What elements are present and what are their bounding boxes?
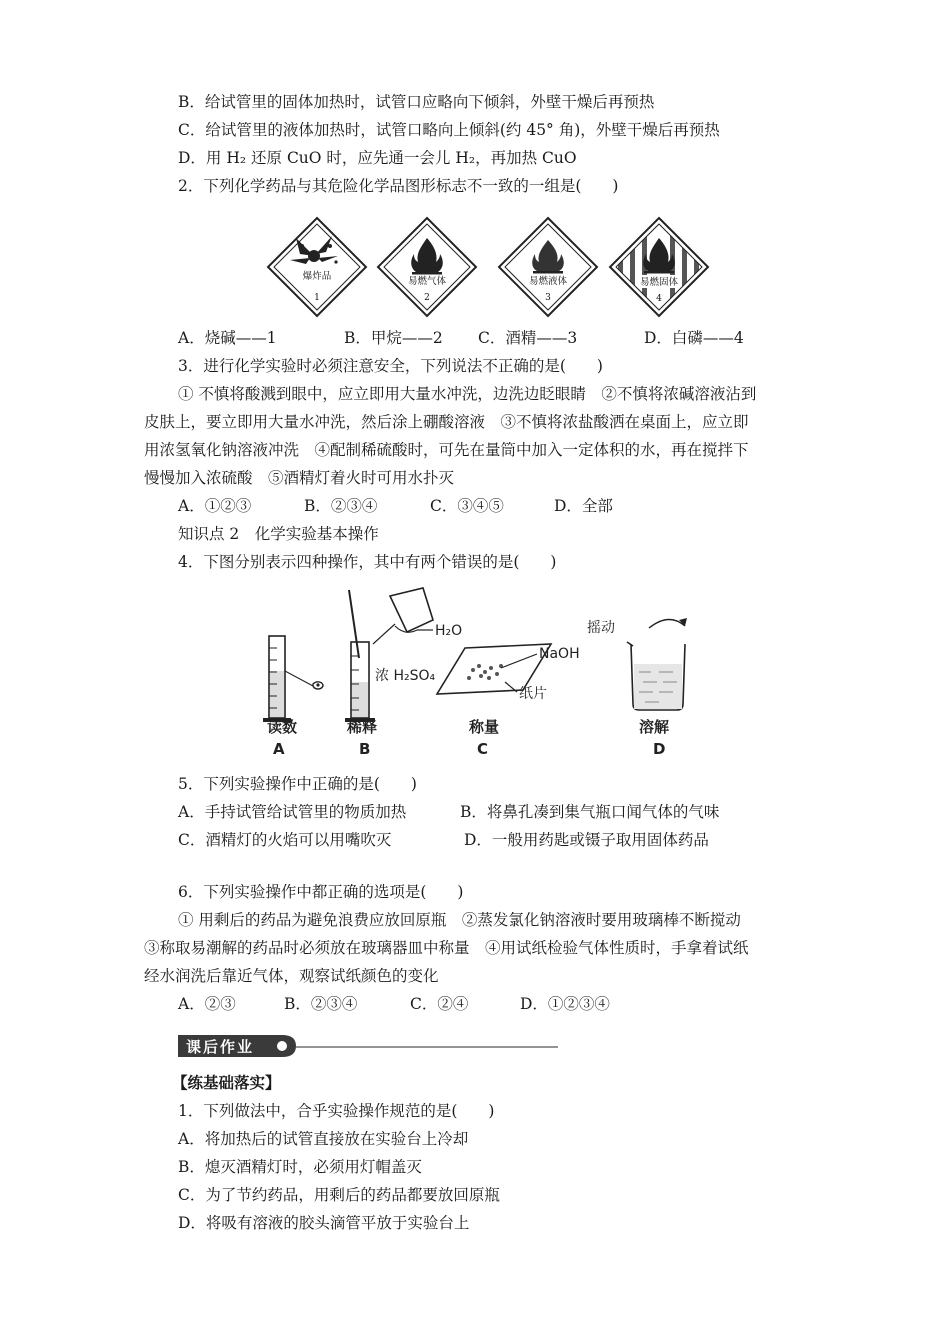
sign-4-number: 4 [656,294,662,304]
hazard-sign-explosive [266,216,368,318]
label-h2o: H₂O [435,623,463,639]
q2-stem: 2．下列化学药品与其危险化学品图形标志不一致的一组是( ) [178,177,619,195]
q1-option-d: D．用 H₂ 还原 CuO 时，应先通一会儿 H₂，再加热 CuO [178,149,577,167]
q6-option-d: D．①②③④ [520,995,610,1013]
q6-line-1: ① 用剩后的药品为避免浪费应放回原瓶 ②蒸发氯化钠溶液时要用玻璃棒不断搅动 [178,911,741,929]
q6-line-3: 经水润洗后靠近气体，观察试纸颜色的变化 [144,967,439,985]
panel-b-name: 稀释 [347,718,378,736]
knowledge-point-2: 知识点 2 化学实验基本操作 [178,525,379,543]
hw-q1-option-a: A．将加热后的试管直接放在实验台上冷却 [178,1130,469,1148]
q2-option-d: D．白磷——4 [644,329,744,347]
panel-a-name: 读数 [267,718,298,736]
hw-q1-option-b: B．熄灭酒精灯时，必须用灯帽盖灭 [178,1158,422,1176]
q5-option-c: C．酒精灯的火焰可以用嘴吹灭 [178,831,392,849]
q3-stem: 3．进行化学实验时必须注意安全，下列说法不正确的是( ) [178,357,603,375]
panel-d-name: 溶解 [639,718,670,736]
q3-line-3: 用浓氢氧化钠溶液冲洗 ④配制稀硫酸时，可先在量筒中加入一定体积的水，再在搅拌下 [144,441,749,459]
sign-3-number: 3 [545,293,551,303]
q2-options [178,328,778,348]
q1-option-b: B．给试管里的固体加热时，试管口应略向下倾斜，外壁干燥后再预热 [178,93,655,111]
sign-2-label: 易燃气体 [407,276,447,287]
panel-c-letter: C [477,740,489,758]
q4-stem: 4．下图分别表示四种操作，其中有两个错误的是( ) [178,553,557,571]
q4-operations-figure [255,586,695,766]
q2-option-c: C．酒精——3 [478,329,578,347]
flame-icon [376,216,478,318]
explosive-icon [266,216,368,318]
flame-icon [497,216,599,318]
hw-q1-stem: 1．下列做法中，合乎实验操作规范的是( ) [178,1102,495,1120]
q2-option-b: B．甲烷——2 [344,329,443,347]
q6-line-2: ③称取易潮解的药品时必须放在玻璃器皿中称量 ④用试纸检验气体性质时，手拿着试纸 [144,939,749,957]
label-shake: 摇动 [587,620,615,636]
hazard-sign-flammable-liquid [497,216,599,318]
hw-q1-option-d: D．将吸有溶液的胶头滴管平放于实验台上 [178,1214,470,1232]
hazard-sign-flammable-gas [376,216,478,318]
q2-option-a: A．烧碱——1 [178,329,277,347]
dot-icon [277,1041,287,1051]
hw-q1-option-c: C．为了节约药品，用剩后的药品都要放回原瓶 [178,1186,500,1204]
sign-4-label: 易燃固体 [639,277,679,288]
q3-option-c: C．③④⑤ [430,497,504,515]
sign-1-label: 爆炸品 [302,271,332,282]
label-paper: 纸片 [519,686,547,702]
q5-option-d: D．一般用药匙或镊子取用固体药品 [464,831,709,849]
q3-line-1: ① 不慎将酸溅到眼中，应立即用大量水冲洗，边洗边眨眼睛 ②不慎将浓碱溶液沾到 [178,385,757,403]
q6-option-b: B．②③④ [284,995,358,1013]
panel-a-letter: A [273,740,285,758]
q3-option-b: B．②③④ [304,497,378,515]
panel-d-letter: D [653,740,666,758]
q6-option-a: A．②③ [178,995,236,1013]
q6-stem: 6．下列实验操作中都正确的选项是( ) [178,883,464,901]
label-conc-h2so4: 浓 H₂SO₄ [375,668,436,684]
flame-striped-icon [608,216,710,318]
beaker-pouring-icon [390,588,433,632]
q3-option-d: D．全部 [554,497,613,515]
sign-3-label: 易燃液体 [528,276,568,287]
panel-b-dilution [345,588,462,758]
q3-line-2: 皮肤上，要立即用大量水冲洗，然后涂上硼酸溶液 ③不慎将浓盐酸洒在桌面上，应立即 [144,413,749,431]
homework-title: 课后作业 [186,1038,255,1056]
homework-subtitle: 【练基础落实】 [172,1073,281,1092]
panel-d-dissolving [587,618,687,758]
q6-options [178,994,778,1014]
sign-2-number: 2 [424,293,430,303]
sign-1-number: 1 [314,293,320,303]
q6-option-c: C．②④ [410,995,469,1013]
label-naoh: NaOH [539,646,580,662]
q5-option-a: A．手持试管给试管里的物质加热 [178,803,407,821]
panel-c-weighing [437,644,580,758]
q3-line-4: 慢慢加入浓硫酸 ⑤酒精灯着火时可用水扑灭 [144,469,455,487]
panel-a-reading [263,636,323,758]
q1-option-c: C．给试管里的液体加热时，试管口略向上倾斜(约 45° 角)，外壁干燥后再预热 [178,121,720,139]
panel-c-name: 称量 [469,718,500,736]
q5-option-b: B．将鼻孔凑到集气瓶口闻气体的气味 [460,803,720,821]
q3-options [178,496,778,516]
homework-section-header [178,1033,560,1059]
rotate-arrow-icon [649,619,685,628]
hazard-sign-flammable-solid [608,216,710,318]
q5-stem: 5．下列实验操作中正确的是( ) [178,775,417,793]
q3-option-a: A．①②③ [178,497,252,515]
panel-b-letter: B [359,740,371,758]
